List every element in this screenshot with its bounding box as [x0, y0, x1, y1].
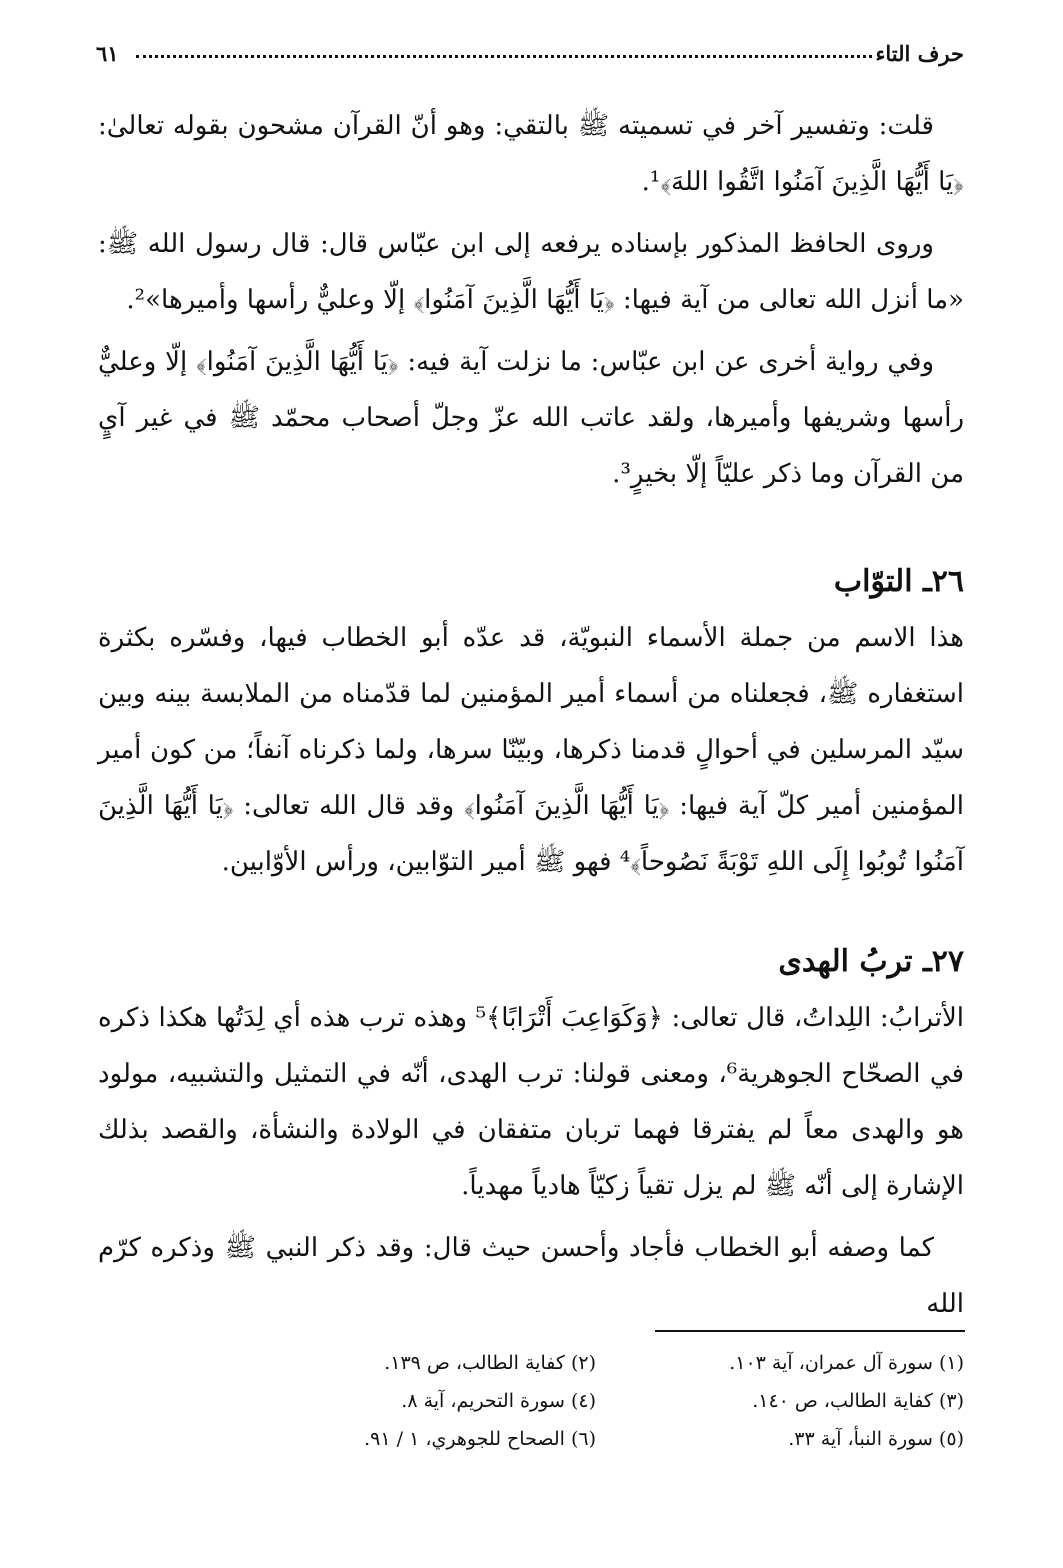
- footnote-4: (٤) سورة التحريم، آية ٨.: [401, 1390, 596, 1412]
- page-header: [96, 34, 964, 74]
- intro-block: [98, 98, 964, 502]
- section-turb-al-huda: [98, 934, 964, 1332]
- main-text: [98, 98, 964, 1338]
- footnotes: [250, 1344, 964, 1458]
- section-turb-paragraph-1: الأترابُ: اللِداتُ، قال تعالى: ﴿وَكَوَاعِبَ أَتْرَابًا﴾⁵ وهذه ترب هذه أي لِدَتُها هكذا ذكره في الصحّاح الجوهرية⁶، ومعنى قولنا: ترب الهدى، أنّه في التمثيل والتشبيه، مولود هو والهدى معاً لم يفترقا فهما تربان متفقان في الولادة والنشأة، والقصد بذلك الإشارة إلى أنّه ﷺ لم يزل تقياً زكيّاً هادياً مهدياً.: [98, 1003, 965, 1201]
- footnote-separator: [655, 1330, 965, 1332]
- section-heading-turb-al-huda: ٢٧ـ تربُ الهدى: [778, 944, 964, 979]
- section-turb-paragraph-2: كما وصفه أبو الخطاب فأجاد وأحسن حيث قال: وقد ذكر النبي ﷺ وذكره كرّم الله: [98, 1233, 964, 1319]
- section-tawwab-paragraph: هذا الاسم من جملة الأسماء النبويّة، قد عدّه أبو الخطاب فيها، وفسّره بكثرة استغفاره ﷺ، فجعلناه من أسماء أمير المؤمنين لما قدّمناه من الملابسة بينه وبين سيّد المرسلين في أحوالٍ قدمنا ذكرها، وبيّنّا سرها، ولما ذكرناه آنفاً؛ من كون أمير المؤمنين أمير كلّ آية فيها: ﴿يَا أَيُّهَا الَّذِينَ آمَنُوا﴾ وقد قال الله تعالى: ﴿يَا أَيُّهَا الَّذِينَ آمَنُوا تُوبُوا إِلَى اللهِ تَوْبَةً نَصُوحاً﴾⁴ فهو ﷺ أمير التوّابين، ورأس الأوّابين.: [98, 623, 964, 877]
- footnote-5: (٥) سورة النبأ، آية ٣٣.: [788, 1428, 964, 1450]
- running-title: حرف التاء: [875, 41, 964, 66]
- section-heading-tawwab: ٢٦ـ التوّاب: [833, 564, 964, 599]
- header-dot-leader: [136, 55, 872, 58]
- page-number: ٦١: [96, 41, 119, 66]
- footnote-6: (٦) الصحاح للجوهري، ١ / ٩١.: [364, 1428, 596, 1450]
- intro-paragraph-2: وروى الحافظ المذكور بإسناده يرفعه إلى ابن عبّاس قال: قال رسول الله ﷺ: «ما أنزل الله تعالى من آية فيها: ﴿يَا أَيُّهَا الَّذِينَ آمَنُوا﴾ إلّا وعليٌّ رأسها وأميرها»².: [98, 229, 964, 315]
- footnote-3: (٣) كفاية الطالب، ص ١٤٠.: [752, 1390, 964, 1412]
- footnote-1: (١) سورة آل عمران، آية ١٠٣.: [729, 1352, 964, 1374]
- footnote-2: (٢) كفاية الطالب، ص ١٣٩.: [384, 1352, 596, 1374]
- section-tawwab: [98, 554, 964, 890]
- intro-paragraph-1: قلت: وتفسير آخر في تسميته ﷺ بالتقي: وهو أنّ القرآن مشحون بقوله تعالىٰ: ﴿يَا أَيُّهَا الَّذِينَ آمَنُوا اتَّقُوا اللهَ﴾¹.: [98, 111, 964, 197]
- intro-paragraph-3: وفي رواية أخرى عن ابن عبّاس: ما نزلت آية فيه: ﴿يَا أَيُّهَا الَّذِينَ آمَنُوا﴾ إلّا وعليٌّ رأسها وشريفها وأميرها، ولقد عاتب الله عزّ وجلّ أصحاب محمّد ﷺ في غير آيٍ من القرآن وما ذكر عليّاً إلّا بخيرٍ³.: [98, 347, 964, 489]
